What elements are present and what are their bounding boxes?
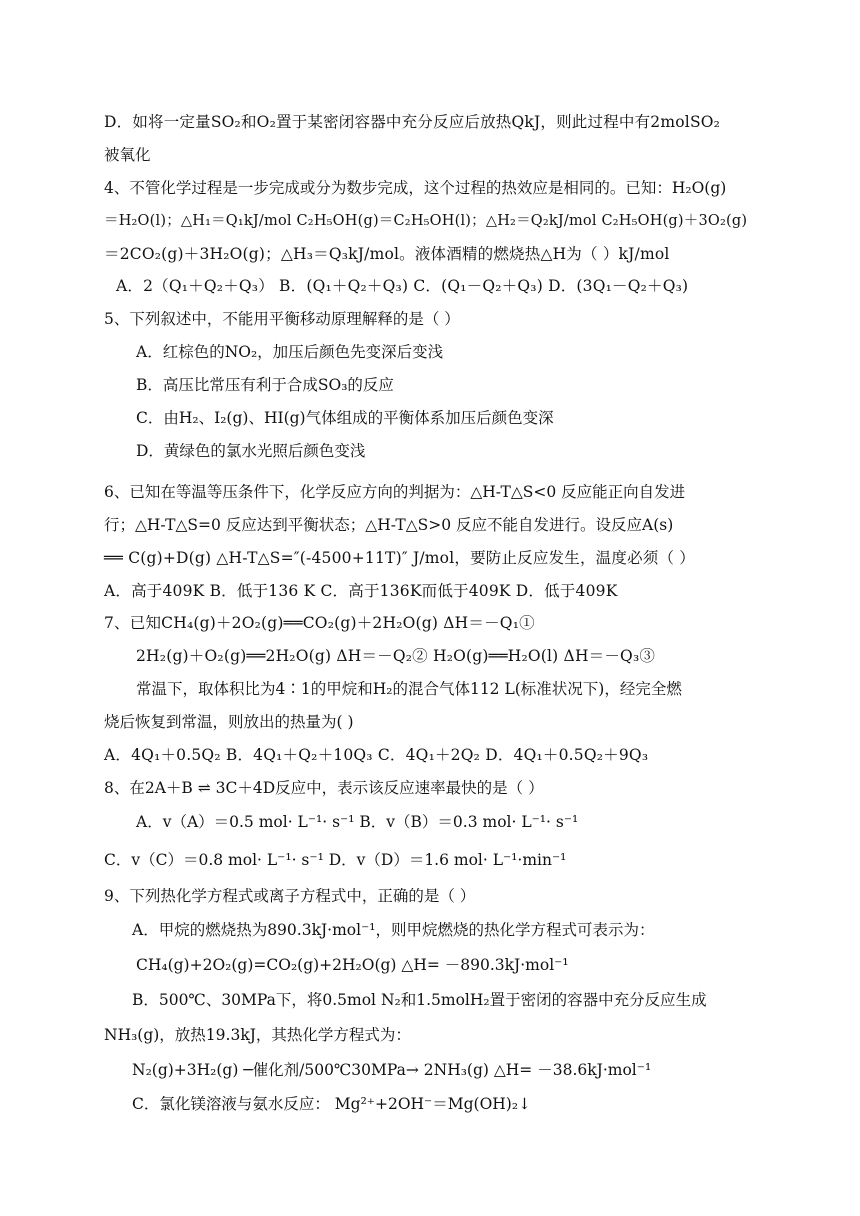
question-5-option-c: C．由H₂、I₂(g)、HI(g)气体组成的平衡体系加压后颜色变深 bbox=[136, 409, 554, 427]
question-5-option-b: B．高压比常压有利于合成SO₃的反应 bbox=[136, 376, 394, 394]
question-7-options: A．4Q₁＋0.5Q₂ B．4Q₁＋Q₂＋10Q₃ C．4Q₁＋2Q₂ D．4Q₁＋0.5Q₂＋9Q₃ bbox=[104, 746, 649, 764]
text-line: 烧后恢复到常温，则放出的热量为( ) bbox=[104, 713, 354, 731]
text-line: 常温下，取体积比为4∶1的甲烷和H₂的混合气体112 L(标准状况下)，经完全燃 bbox=[136, 680, 682, 698]
question-4-stem: 4、不管化学过程是一步完成或分为数步完成，这个过程的热效应是相同的。已知：H₂O(g) bbox=[104, 179, 727, 197]
question-9-stem: 9、下列热化学方程式或离子方程式中，正确的是（ ） bbox=[104, 887, 476, 905]
text-line: 行；△H-T△S=0 反应达到平衡状态；△H-T△S>0 反应不能自发进行。设反应A(s) bbox=[104, 516, 674, 534]
question-7-stem: 7、已知CH₄(g)＋2O₂(g)══CO₂(g)＋2H₂O(g) ΔH＝－Q₁① bbox=[104, 614, 535, 632]
question-5-option-d: D．黄绿色的氯水光照后颜色变浅 bbox=[136, 442, 366, 460]
question-6-options: A．高于409K B．低于136 K C．高于136K而低于409K D．低于409K bbox=[104, 582, 618, 600]
question-9-option-b: B．500℃、30MPa下，将0.5mol N₂和1.5molH₂置于密闭的容器中充分反应生成 bbox=[132, 991, 707, 1009]
question-9-option-c: C．氯化镁溶液与氨水反应： Mg²⁺+2OH⁻＝Mg(OH)₂↓ bbox=[132, 1095, 532, 1113]
question-9-option-a: A．甲烷的燃烧热为890.3kJ·mol⁻¹，则甲烷燃烧的热化学方程式可表示为： bbox=[132, 921, 655, 939]
text-line: 被氧化 bbox=[104, 146, 151, 164]
text-line: ══ C(g)+D(g) △H-T△S=″(-4500+11T)″ J/mol，要防止反应发生，温度必须（ ） bbox=[104, 549, 695, 567]
question-8-stem: 8、在2A＋B ⇌ 3C＋4D反应中，表示该反应速率最快的是（ ） bbox=[104, 779, 544, 797]
question-5-option-a: A．红棕色的NO₂，加压后颜色先变深后变浅 bbox=[136, 343, 444, 361]
question-8-options-ab: A．v（A）＝0.5 mol· L⁻¹· s⁻¹ B．v（B）＝0.3 mol· L⁻¹· s⁻¹ bbox=[136, 813, 579, 831]
text-line: 2H₂(g)＋O₂(g)══2H₂O(g) ΔH＝－Q₂② H₂O(g)══H₂O(l) ΔH＝－Q₃③ bbox=[136, 647, 656, 665]
equation-line: CH₄(g)+2O₂(g)=CO₂(g)+2H₂O(g) △H= －890.3kJ·mol⁻¹ bbox=[136, 956, 569, 974]
text-line: ＝H₂O(l)；△H₁＝Q₁kJ/mol C₂H₅OH(g)＝C₂H₅OH(l)；△H₂＝Q₂kJ/mol C₂H₅OH(g)＋3O₂(g) bbox=[104, 213, 748, 229]
question-8-options-cd: C．v（C）＝0.8 mol· L⁻¹· s⁻¹ D．v（D）＝1.6 mol· L⁻¹·min⁻¹ bbox=[104, 851, 567, 869]
text-line: ＝2CO₂(g)＋3H₂O(g)；△H₃＝Q₃kJ/mol。液体酒精的燃烧热△H为（ ）kJ/mol bbox=[104, 245, 670, 263]
question-5-stem: 5、下列叙述中，不能用平衡移动原理解释的是（ ） bbox=[104, 310, 460, 328]
equation-line: N₂(g)+3H₂(g) ─催化剂/500℃30MPa→ 2NH₃(g) △H= －38.6kJ·mol⁻¹ bbox=[132, 1061, 652, 1079]
text-line: D．如将一定量SO₂和O₂置于某密闭容器中充分反应后放热QkJ，则此过程中有2molSO₂ bbox=[104, 113, 721, 131]
question-4-options: A．2（Q₁＋Q₂＋Q₃） B．(Q₁＋Q₂＋Q₃) C．(Q₁－Q₂＋Q₃) D．(3Q₁－Q₂＋Q₃) bbox=[116, 277, 689, 295]
question-6-stem: 6、已知在等温等压条件下，化学反应方向的判据为：△H-T△S<0 反应能正向自发进 bbox=[104, 483, 686, 501]
text-line: NH₃(g)，放热19.3kJ，其热化学方程式为： bbox=[104, 1026, 411, 1044]
